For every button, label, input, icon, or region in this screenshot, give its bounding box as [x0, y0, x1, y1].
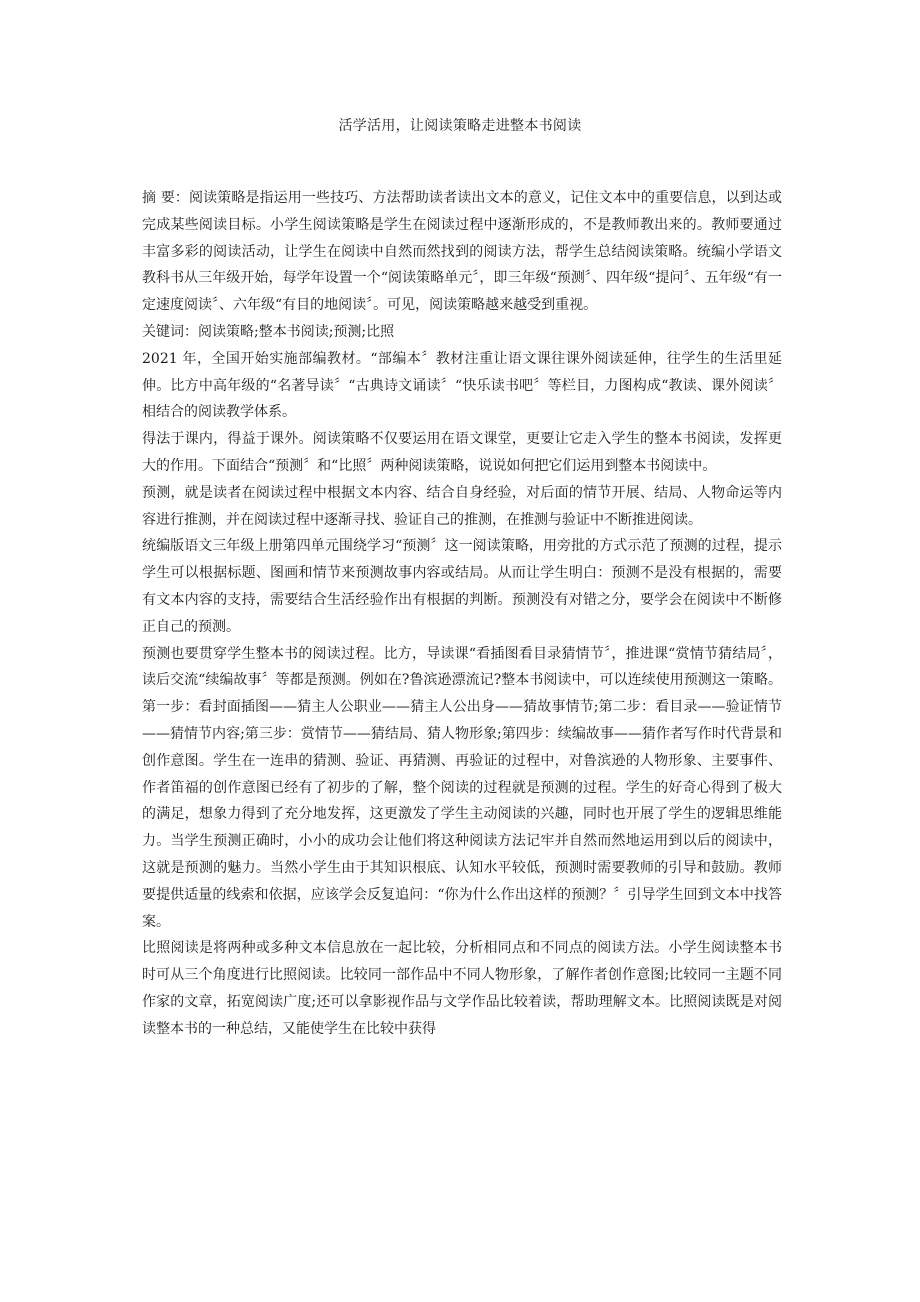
body-paragraph: 得法于课内，得益于课外。阅读策略不仅要运用在语文课堂，更要让它走入学生的整本书阅读，发挥更大的作用。下面结合“预测〞和“比照〞两种阅读策略，说说如何把它们运用到整本书阅读中。 [142, 431, 782, 474]
document-title: 活学活用，让阅读策略走进整本书阅读 [338, 118, 582, 134]
body-paragraph: 预测也要贯穿学生整本书的阅读过程。比方，导读课“看插图看目录猜情节〞，推进课“赏情节猜结局〞，读后交流“续编故事〞等都是预测。例如在?鲁滨逊漂流记?整本书阅读中，可以连续使用预测这一策略。第一步：看封面插图——猜主人公职业——猜主人公出身——猜故事情节;第二步：看目录——验证情节——猜情节内容;第三步：赏情节——猜结局、猜人物形象;第四步：续编故事——猜作者写作时代背景和创作意图。学生在一连串的猜测、验证、再猜测、再验证的过程中，对鲁滨逊的人物形象、主要事件、作者笛福的创作意图已经有了初步的了解，整个阅读的过程就是预测的过程。学生的好奇心得到了极大的满足，想象力得到了充分地发挥，这更激发了学生主动阅读的兴趣，同时也开展了学生的逻辑思维能力。当学生预测正确时，小小的成功会让他们将这种阅读方法记牢并自然而然地运用到以后的阅读中，这就是预测的魅力。当然小学生由于其知识根底、认知水平较低，预测时需要教师的引导和鼓励。教师要提供适量的线索和依据，应该学会反复追问：“你为什么作出这样的预测？〞引导学生回到文本中找答案。 [142, 645, 782, 930]
body-paragraph: 预测，就是读者在阅读过程中根据文本内容、结合自身经验，对后面的情节开展、结局、人物命运等内容进行推测，并在阅读过程中逐渐寻找、验证自己的推测，在推测与验证中不断推进阅读。 [142, 484, 782, 528]
body-paragraph: 比照阅读是将两种或多种文本信息放在一起比较，分析相同点和不同点的阅读方法。小学生阅读整本书时可从三个角度进行比照阅读。比较同一部作品中不同人物形象，了解作者创作意图;比较同一主题不同作家的文章，拓宽阅读广度;还可以拿影视作品与文学作品比较着读，帮助理解文本。比照阅读既是对阅读整本书的一种总结，又能使学生在比较中获得 [142, 940, 782, 1037]
document-body [142, 185, 782, 1043]
body-paragraph: 统编版语文三年级上册第四单元围绕学习“预测〞这一阅读策略，用旁批的方式示范了预测的过程，提示学生可以根据标题、图画和情节来预测故事内容或结局。从而让学生明白：预测不是没有根据的，需要有文本内容的支持，需要结合生活经验作出有根据的判断。预测没有对错之分，要学会在阅读中不断修正自己的预测。 [142, 538, 782, 635]
body-paragraph: 2021 年，全国开始实施部编教材。“部编本〞教材注重让语文课往课外阅读延伸，往学生的生活里延伸。比方中高年级的“名著导读〞“古典诗文诵读〞“快乐读书吧〞等栏目，力图构成“教读、课外阅读〞相结合的阅读教学体系。 [142, 350, 782, 421]
keywords-paragraph: 关键词：阅读策略;整本书阅读;预测;比照 [142, 323, 395, 340]
abstract-paragraph: 摘 要：阅读策略是指运用一些技巧、方法帮助读者读出文本的意义，记住文本中的重要信息，以到达或完成某些阅读目标。小学生阅读策略是学生在阅读过程中逐渐形成的，不是教师教出来的。教师要通过丰富多彩的阅读活动，让学生在阅读中自然而然找到的阅读方法，帮学生总结阅读策略。统编小学语文教科书从三年级开始，每学年设置一个“阅读策略单元〞，即三年级“预测〞、四年级“提问〞、五年级“有一定速度阅读〞、六年级“有目的地阅读〞。可见，阅读策略越来越受到重视。 [142, 190, 782, 314]
